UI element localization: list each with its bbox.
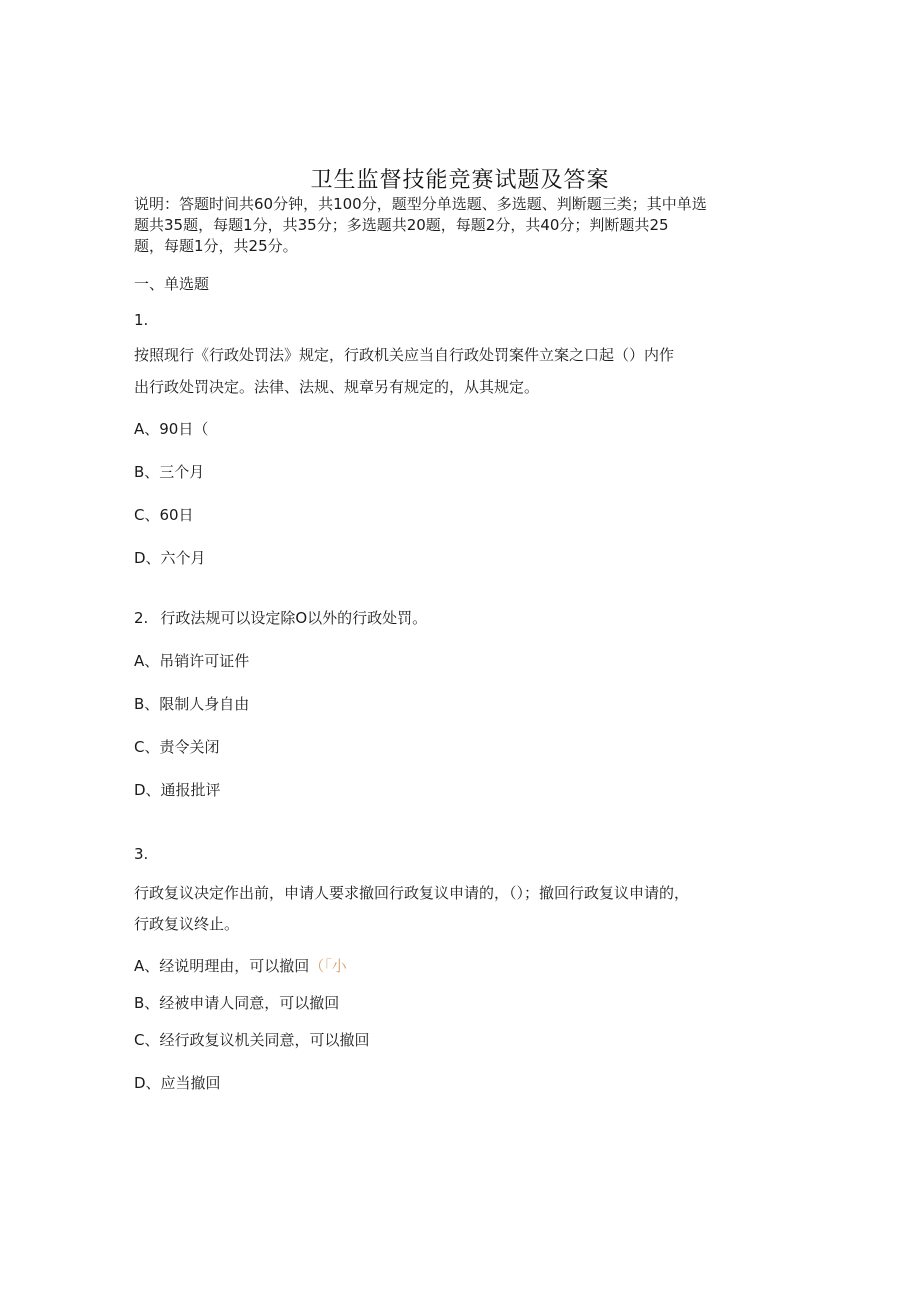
question-2-option-b: B、限制人身自由 (134, 695, 250, 713)
question-2-stem: 行政法规可以设定除O以外的行政处罚。 (160, 609, 428, 627)
question-3-option-c: C、经行政复议机关同意，可以撤回 (134, 1031, 370, 1049)
question-1-number: 1. (134, 311, 149, 329)
question-1-option-d: D、六个月 (134, 549, 206, 567)
page-title: 卫生监督技能竞赛试题及答案 (310, 168, 610, 193)
intro-line-1: 说明：答题时间共60分钟，共100分，题型分单选题、多选题、判断题三类；其中单选 (134, 195, 707, 213)
question-2 (134, 608, 427, 628)
question-3-option-a-text: A、经说明理由，可以撤回 (134, 957, 310, 975)
intro-line-3: 题，每题1分，共25分。 (134, 237, 298, 255)
question-3-option-a (134, 956, 347, 976)
question-2-option-a: A、吊销许可证件 (134, 652, 250, 670)
question-3-stem-line-2: 行政复议终止。 (134, 915, 240, 933)
question-3-stem-line-1: 行政复议决定作出前，申请人要求撤回行政复议申请的，（）；撤回行政复议申请的， (134, 884, 690, 902)
question-1-stem-line-2: 出行政处罚决定。法律、法规、规章另有规定的，从其规定。 (134, 378, 540, 396)
question-1-option-a: A、90日（ (134, 420, 209, 438)
question-1-stem-line-1: 按照现行《行政处罚法》规定，行政机关应当自行政处罚案件立案之口起（）内作 (134, 346, 675, 364)
question-2-option-d: D、通报批评 (134, 781, 221, 799)
question-1-option-b: B、三个月 (134, 463, 205, 481)
question-3-option-d: D、应当撤回 (134, 1074, 221, 1092)
question-1-option-c: C、60日 (134, 506, 194, 524)
handwritten-mark: （「小 (309, 957, 347, 975)
section-heading: 一、单选题 (134, 275, 210, 293)
question-2-option-c: C、责令关闭 (134, 738, 220, 756)
question-3-number: 3. (134, 845, 149, 863)
intro-line-2: 题共35题，每题1分，共35分；多选题共20题，每题2分，共40分；判断题共25 (134, 216, 669, 234)
question-3-option-b: B、经被申请人同意，可以撤回 (134, 994, 340, 1012)
question-2-number: 2. (134, 609, 149, 627)
